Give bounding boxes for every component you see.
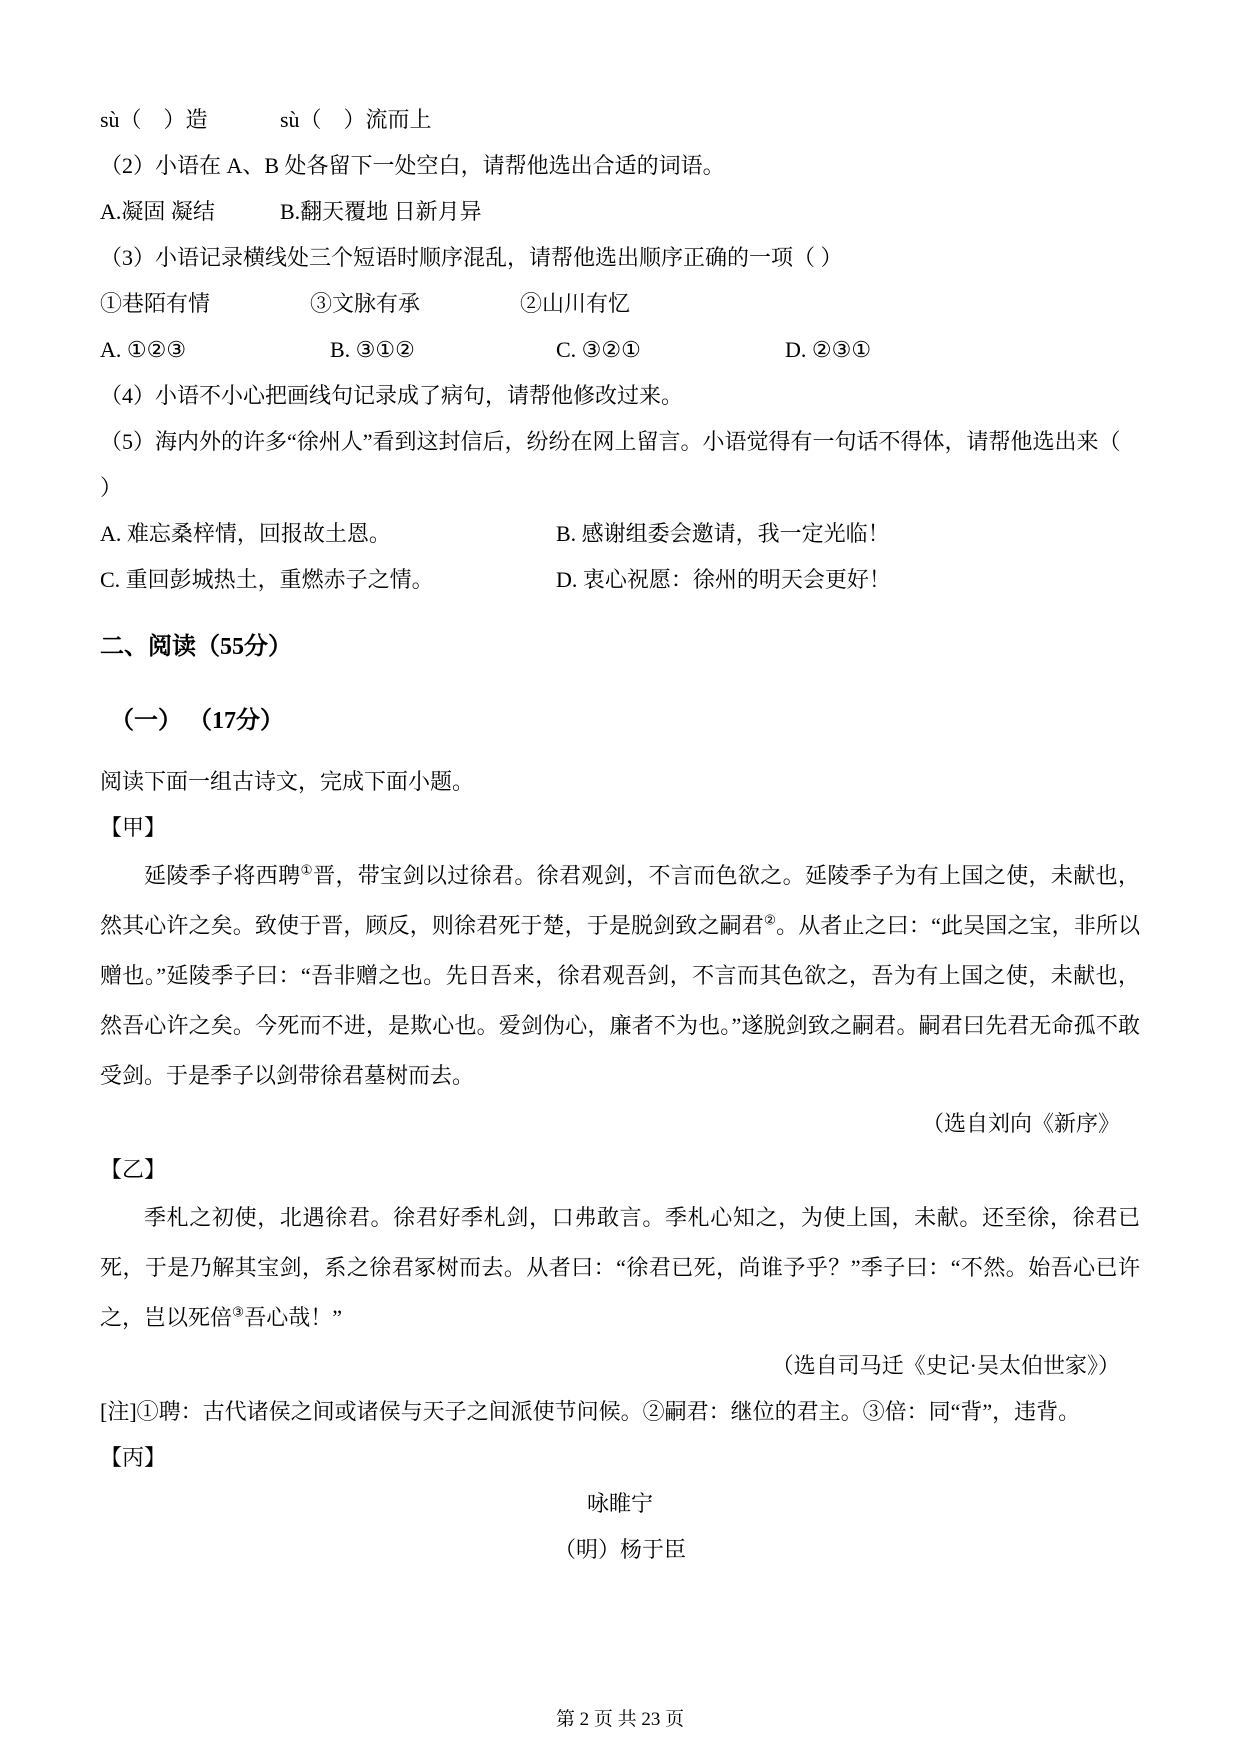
passage-yi-seg-1: 吾心哉！” (244, 1305, 342, 1330)
poem-author: （明）杨于臣 (553, 1537, 686, 1562)
page-number: 第 2 页 共 23 页 (555, 1709, 685, 1730)
option-b: B.翻天覆地 日新月异 (280, 199, 482, 224)
question-3-phrases (100, 281, 1140, 327)
pinyin-blank-su-zao: sù（ ）造 (100, 107, 208, 132)
option-a: A. ①②③ (100, 337, 187, 362)
option-d: D. ②③① (785, 337, 872, 362)
question-2-options (100, 189, 1140, 235)
option-d: D. 衷心祝愿：徐州的明天会更好！ (556, 567, 891, 592)
phrase-1: ①巷陌有情 (100, 291, 211, 316)
passage-yi-label: 【乙】 (100, 1157, 167, 1182)
option-c: C. 重回彭城热土，重燃赤子之情。 (100, 567, 434, 592)
option-a: A. 难忘桑梓情，回报故土恩。 (100, 521, 391, 546)
footnote-ref-2: ② (763, 912, 777, 928)
pinyin-blank-su-liu: sù（ ）流而上 (280, 107, 432, 132)
poem-title: 咏睢宁 (586, 1491, 653, 1516)
question-3-options (100, 327, 1140, 373)
passage-jia-seg-2: 。从者止之曰：“此吴国之宝，非所以赠也。”延陵季子曰：“吾非赠之也。先日吾来，徐君观吾剑，不言而其色欲之，吾为有上国之使，未献也，然吾心许之矣。今死而不进，是欺心也。爱剑伪心，廉者不为也。”遂脱剑致之嗣君。嗣君曰先君无命孤不敢受剑。于是季子以剑带徐君墓树而去。 (100, 913, 1140, 1088)
pinyin-fill-line (100, 97, 1140, 143)
passage-jia-seg-0: 延陵季子将西聘 (144, 863, 301, 888)
option-b: B. 感谢组委会邀请，我一定光临！ (556, 521, 890, 546)
passage-notes: [注]①聘：古代诸侯之间或诸侯与天子之间派使节问候。②嗣君：继位的君主。③倍：同“背”，违背。 (100, 1399, 1081, 1424)
phrase-2: ②山川有忆 (520, 291, 631, 316)
question-4: （4）小语不小心把画线句记录成了病句，请帮他修改过来。 (100, 383, 684, 408)
question-5-options-row-1 (100, 511, 1140, 557)
passage-jia-source: （选自刘向《新序》 (921, 1111, 1120, 1136)
question-3: （3）小语记录横线处三个短语时顺序混乱，请帮他选出顺序正确的一项（ ） (100, 245, 843, 270)
passage-yi-source: （选自司马迁《史记·吴太伯世家》） (771, 1353, 1120, 1378)
footnote-ref-1: ① (300, 862, 314, 878)
section-heading-reading: 二、阅读（55分） (100, 634, 292, 660)
question-5-options-row-2 (100, 557, 1140, 603)
passage-bing-label: 【丙】 (100, 1445, 167, 1470)
passage-yi-text (100, 1193, 1140, 1343)
passage-yi-seg-0: 季札之初使，北遇徐君。徐君好季札剑，口弗敢言。季札心知之，为使上国，未献。还至徐，徐君已死，于是乃解其宝剑，系之徐君冢树而去。从者曰：“徐君已死，尚谁予乎？”季子曰：“不然。始吾心已许之，岂以死倍 (100, 1205, 1140, 1330)
passage-jia-seg-1: 晋，带宝剑以过徐君。徐君观剑，不言而色欲之。延陵季子为有上国之使，未献也，然其心许之矣。致使于晋，顾反，则徐君死于楚，于是脱剑致之嗣君 (100, 863, 1140, 938)
passage-jia-label: 【甲】 (100, 815, 167, 840)
option-c: C. ③②① (556, 337, 641, 362)
option-b: B. ③①② (330, 337, 415, 362)
passage-jia-text (100, 851, 1140, 1101)
subsection-heading-one: （一） （17分） (110, 708, 284, 734)
question-2: （2）小语在 A、B 处各留下一处空白，请帮他选出合适的词语。 (100, 153, 725, 178)
option-a: A.凝固 凝结 (100, 199, 215, 224)
phrase-3: ③文脉有承 (310, 291, 421, 316)
question-5: （5）海内外的许多“徐州人”看到这封信后，纷纷在网上留言。小语觉得有一句话不得体，请帮他选出来（ (100, 429, 1121, 454)
reading-instructions: 阅读下面一组古诗文，完成下面小题。 (100, 769, 475, 794)
footnote-ref-3: ③ (232, 1304, 245, 1320)
question-5-close-paren: ） (100, 475, 123, 500)
